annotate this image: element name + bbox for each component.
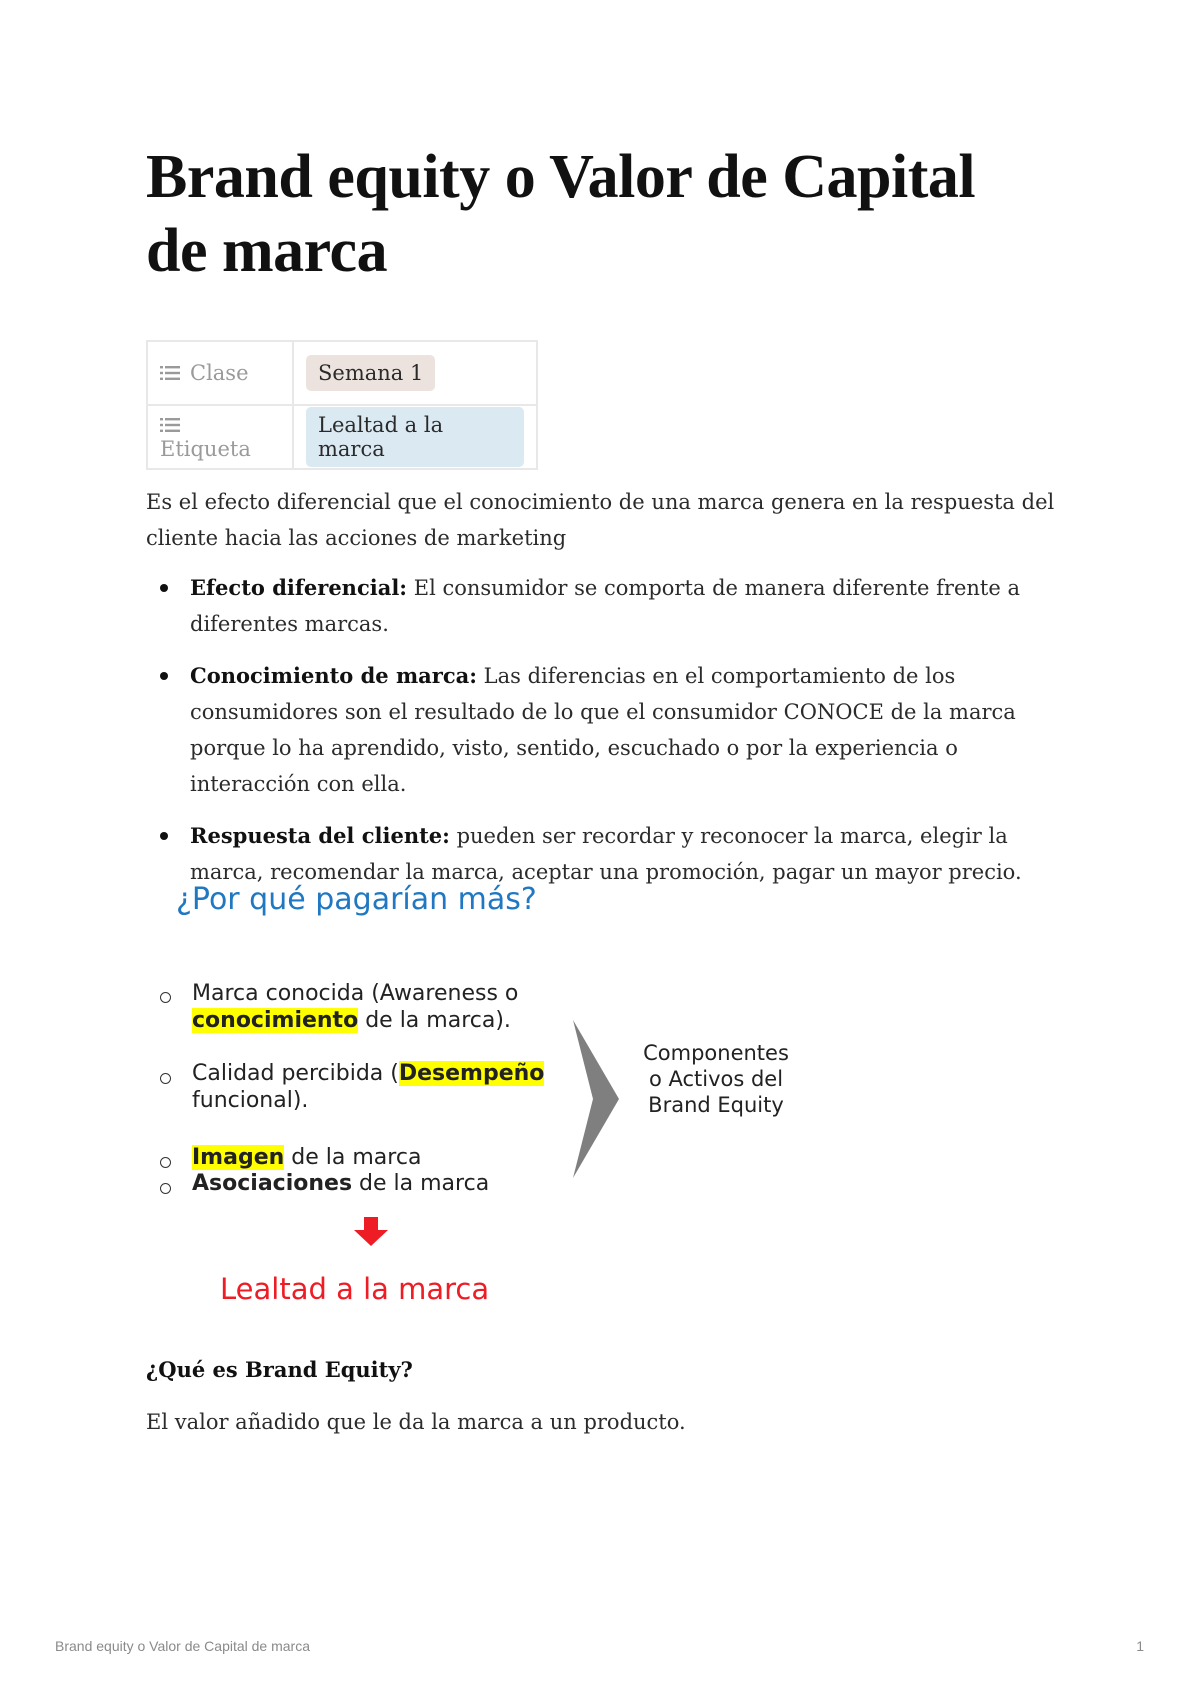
components-label: [626, 1040, 806, 1118]
slide-question: ¿Por qué pagarían más?: [176, 882, 537, 917]
property-key-label: Etiqueta: [160, 437, 251, 461]
intro-paragraph: Es el efecto diferencial que el conocimiento de una marca genera en la respuesta del cliente hacia las acciones de marketing: [146, 490, 1055, 550]
list-item: [146, 658, 1066, 802]
page-number: 1: [1136, 1638, 1144, 1654]
slide-item-text: de la marca: [352, 1171, 490, 1196]
circle-bullet: [160, 992, 171, 1003]
title-block: [146, 140, 1046, 288]
slide-item-text: Calidad percibida (: [192, 1061, 399, 1086]
circle-bullet: [160, 1157, 171, 1168]
bullet-term: Efecto diferencial:: [190, 575, 408, 600]
components-line: o Activos del: [648, 1067, 784, 1091]
bullet-text: pueden ser recordar y reconocer la marca, elegir la marca, recomendar la marca, aceptar una promoción, pagar un mayor precio.: [190, 824, 1022, 884]
slide-item-imagen: [192, 1144, 421, 1171]
property-row-etiqueta: [147, 405, 537, 469]
property-key: [147, 341, 293, 405]
slide-item-bold: Asociaciones: [192, 1171, 353, 1196]
slide-result: Lealtad a la marca: [220, 1272, 490, 1306]
highlight-imagen: Imagen: [192, 1145, 285, 1170]
components-line: Componentes: [643, 1041, 789, 1065]
properties-table: [146, 340, 538, 470]
footer-title: Brand equity o Valor de Capital de marca: [55, 1638, 310, 1654]
bullet-term: Respuesta del cliente:: [190, 823, 450, 848]
property-value[interactable]: [293, 405, 537, 469]
property-value[interactable]: [293, 341, 537, 405]
brand-equity-diagram: [146, 880, 826, 1310]
bullet-term: Conocimiento de marca:: [190, 663, 477, 688]
bullet-text: Las diferencias en el comportamiento de los consumidores son el resultado de lo que el consumidor CONOCE de la marca porque lo ha aprendido, visto, sentido, escuchado o por la experiencia o interacción con ella.: [190, 664, 1016, 796]
section-heading: ¿Qué es Brand Equity?: [146, 1357, 413, 1382]
slide-item-text: Marca conocida (Awareness o: [192, 981, 519, 1006]
list-icon: [160, 417, 180, 433]
highlight-desempeno: Desempeño: [398, 1061, 545, 1086]
property-key: [147, 405, 293, 469]
slide-item-awareness: [192, 980, 518, 1034]
property-row-clase: [147, 341, 537, 405]
bullet-dot: [160, 584, 168, 592]
section-body: El valor añadido que le da la marca a un producto.: [146, 1410, 686, 1434]
property-key-label: Clase: [190, 361, 249, 385]
list-item: [146, 570, 1066, 642]
slide-item-asociaciones: [192, 1170, 489, 1197]
page-title: Brand equity o Valor de Capital de marca: [146, 143, 976, 285]
circle-bullet: [160, 1183, 171, 1194]
slide-item-quality: [192, 1060, 544, 1114]
bullet-dot: [160, 672, 168, 680]
bullet-text: El consumidor se comporta de manera diferente frente a diferentes marcas.: [190, 576, 1020, 636]
highlight-conocimiento: conocimiento: [192, 1008, 359, 1033]
bullet-list: [146, 570, 1066, 906]
triangle-arrow-icon: [571, 1020, 621, 1178]
slide-item-text: funcional).: [192, 1088, 309, 1113]
tag-semana[interactable]: Semana 1: [306, 355, 435, 391]
slide-item-text: de la marca).: [358, 1008, 511, 1033]
slide-item-text: de la marca: [284, 1145, 422, 1170]
circle-bullet: [160, 1073, 171, 1084]
components-line: Brand Equity: [648, 1093, 784, 1117]
down-arrow-icon: [353, 1217, 389, 1247]
list-icon: [160, 365, 180, 381]
tag-lealtad[interactable]: Lealtad a la marca: [306, 407, 524, 467]
bullet-dot: [160, 832, 168, 840]
